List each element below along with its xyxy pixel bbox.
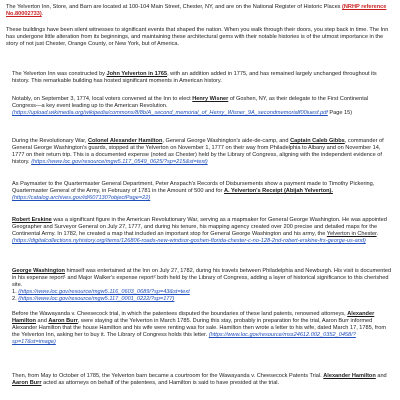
burr-and: and [35,318,49,325]
court-text-2: acted as attorneys on behalf of the patentees, and Hamilton is said to have presided at the trial. [41,380,280,387]
court-and: and [375,373,387,379]
burr-text: Before the Wawayanda v. Cheesecock trial, in which the patentees disputed the boundaries of these land patents, renowned attorneys, [12,311,348,317]
yelverton-receipt: A. Yelverton's Receipt (Abijah Yelverton). [223,188,333,195]
reference-1-number: 1. [12,289,17,296]
intro-end: . [41,11,44,18]
war-text-3: , commander of General George Washington's guards, stopped at the Yelverton on November 1, 1777 on their way from Philadelphia to Albany and on November 14, 1777 on their return trip. This is a documented expense (noted as Chester) held by the Library of Congress, aligning with the independent evidence of history. [12,138,384,166]
aaron-burr-name: Aaron Burr [48,318,78,325]
revolutionary-war-paragraph [12,138,392,166]
george-washington-name: George Washington [12,268,65,274]
reference-2-link[interactable]: (https://www.loc.gov/resource/mgw5.117_0001_0222/?sp=177) [18,296,175,303]
yelverton-in-chester: Yelverton in Chester [326,231,377,238]
burr-text-2: , were staying at the Yelverton in March 1785. During this stay, probably in preparation for the trial, Aaron Burr informed Alexander Hamilton that the house Hamilton and his wife were renting was for sale. Hamilton then wrote a letter to his wife, dated March 17, 1785, from the Yelverton Inn, asking her to buy it. The Library of Congress holds this letter. [12,318,387,339]
intro-paragraph [6,4,394,18]
caleb-gibbs-name: Captain Caleb Gibbs [290,138,345,144]
pickering-paragraph [12,181,392,202]
wisner-source-link[interactable]: (https://upload.wikimedia.org/wikipedia/commons/8/8b/A_second_memorial_of_Henry_Wisner_9A_secondmemorialf00iuesf.pdf [12,110,328,117]
wisner-text: Notably, on September 3, 1774, local voters convened at the Inn to elect [12,96,193,102]
erskine-end: . [376,231,379,238]
witnesses-paragraph: These buildings have been silent witnesses to significant events that shaped the nation. When you walk through their doors, you step back in time. The Inn has undergone little alteration from its beginnings, and maintaining these architectural gems with their notable histories is of the utmost importance in the story of not just Chester, Orange County, or New York, but of America. [6,27,389,48]
hamilton-name-2: Alexander Hamilton [12,311,375,325]
erskine-text: was a significant figure in the American Revolutionary War, serving as a mapmaker for General George Washington. He was appointed Geographer and Surveyor General on July 27, 1777, and during his tenure, his mapping agency created over 200 precise and detailed maps for the Continental Army. In 1782, he created a map that included an important stop for General George Washington and his army, the [12,217,387,238]
court-text: Then, from May to October of 1785, the Yelverton barn became a courtroom for the Wawayanda v. Cheesecock Patents Trial. [12,373,324,379]
washington-text: himself was entertained at the Inn on July 27, 1782, during his travels between Philadelphia and Newburgh. His visit is documented in his expense report¹ and Major Walker's expense report² both held by the Library of Congress, adding a layer of historical significance to this cherished site. [12,268,392,289]
wisner-paragraph [12,96,392,117]
hamilton-name-3: Alexander Hamilton [323,373,376,379]
wisner-text-2: of Goshen, NY, as their delegate to the First Continental Congress—a key event leading up to the American Revolution. [12,96,369,110]
burr-paragraph [12,311,392,346]
john-yelverton-name: John Yelverton in 1765 [106,71,168,77]
aaron-burr-name-2: Aaron Burr [12,380,42,387]
construction-text-2: , with an addition added in 1775, and has remained largely unchanged throughout its history. This remarkable building has hosted significant moments in American history. [12,71,377,85]
pickering-source-link[interactable]: (https://catalog.archives.gov/id/607130?objectPage=22) [12,195,151,202]
robert-erskine-name: Robert Erskine [12,217,52,223]
courtroom-paragraph [12,373,392,387]
wisner-page-ref: Page 15) [327,110,353,117]
construction-text: The Yelverton Inn was constructed by [12,71,107,77]
intro-text: The Yelverton Inn, Store, and Barn are located at 100-104 Main Street, Chester, NY, and are on the National Register of Historic Places [6,4,343,10]
erskine-source-link[interactable]: (https://digitalcollections.nyhistory.org/items/126806-roads-new-windsor-goshen-florida-chester-c-no-128-2nd-robert-erskine-frs-george-us-and) [12,238,366,245]
war-source-link[interactable]: (https://www.loc.gov/resource/mgw5.117_0549_0625/?sp=215&st=text) [31,159,208,166]
reference-2-number: 2. [12,296,17,303]
hamilton-name: Colonel Alexander Hamilton [87,138,163,144]
henry-wisner-name: Henry Wisner [192,96,229,102]
construction-paragraph [12,71,392,85]
war-text: During the Revolutionary War, [12,138,88,144]
erskine-paragraph [12,217,392,245]
washington-paragraph [12,268,392,303]
pickering-text: As Paymaster to the Quartermaster General Department, Peter Anspach's Records of Disbursements show a payment made to Timothy Pickering, Quartermaster General of the Army, in February of 1781 in the Amount of 500 and for [12,181,375,195]
burr-source-link[interactable]: (https://www.loc.gov/resource/mss24612.002_0352_0458/?sp=17&st=image) [12,332,356,346]
reference-1-link[interactable]: (https://www.loc.gov/resource/mgw5.116_0603_0689/?sp=43&st=text [18,289,190,296]
war-text-2: , General George Washington's aide-de-camp, and [162,138,291,144]
nrhp-reference: (NRHP reference No.80002733) [6,4,387,18]
